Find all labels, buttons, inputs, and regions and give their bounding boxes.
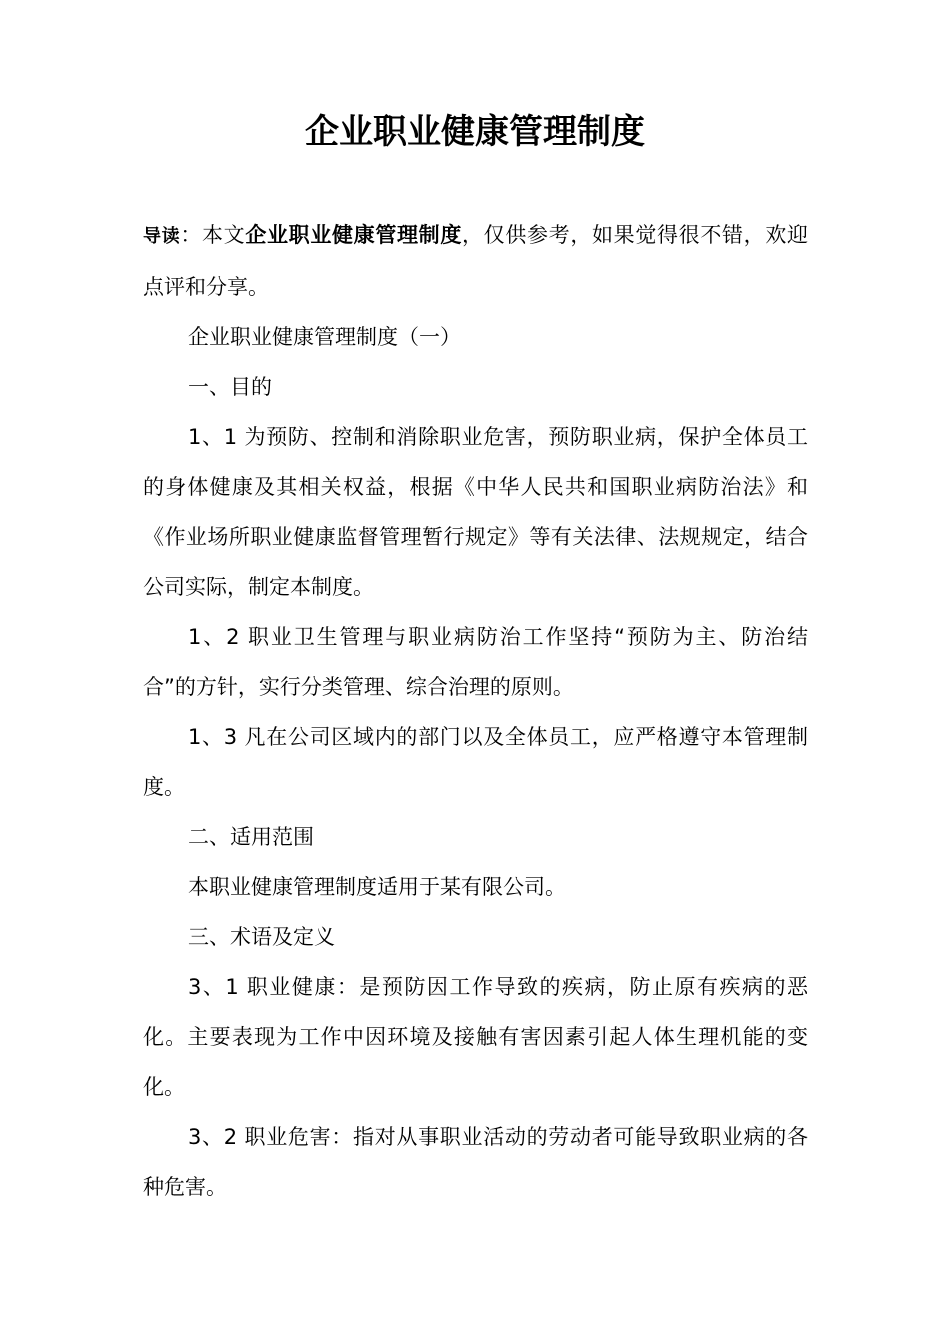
section-heading-purpose: 一、目的 xyxy=(188,375,272,399)
section-heading-scope: 二、适用范围 xyxy=(188,825,314,849)
clause-1-1: 1、1 为预防、控制和消除职业危害，预防职业病，保护全体员工的身体健康及其相关权益，根据《中华人民共和国职业病防治法》和《作业场所职业健康监督管理暂行规定》等有关法律、法规规定，结合公司实际，制定本制度。 xyxy=(143,425,808,599)
clause-1-2: 1、2 职业卫生管理与职业病防治工作坚持“预防为主、防治结合”的方针，实行分类管理、综合治理的原则。 xyxy=(143,625,808,699)
intro-prefix: ：本文 xyxy=(180,223,246,247)
clause-3-2: 3、2 职业危害：指对从事职业活动的劳动者可能导致职业病的各种危害。 xyxy=(143,1125,808,1199)
intro-label: 导读 xyxy=(143,226,181,247)
section-heading-terms: 三、术语及定义 xyxy=(188,925,335,949)
intro-bold-title: 企业职业健康管理制度 xyxy=(245,223,463,247)
intro-paragraph xyxy=(143,210,808,312)
clause-1-3: 1、3 凡在公司区域内的部门以及全体员工，应严格遵守本管理制度。 xyxy=(143,725,808,799)
scope-text: 本职业健康管理制度适用于某有限公司。 xyxy=(188,875,566,899)
document-title: 企业职业健康管理制度 xyxy=(305,112,645,152)
section-heading-part-one: 企业职业健康管理制度（一） xyxy=(188,325,461,349)
document-body xyxy=(143,210,808,1212)
clause-3-1: 3、1 职业健康：是预防因工作导致的疾病，防止原有疾病的恶化。主要表现为工作中因环境及接触有害因素引起人体生理机能的变化。 xyxy=(143,975,808,1099)
intro-rest: ，仅供参考，如果觉得很不错，欢迎点评和分享。 xyxy=(143,223,809,299)
